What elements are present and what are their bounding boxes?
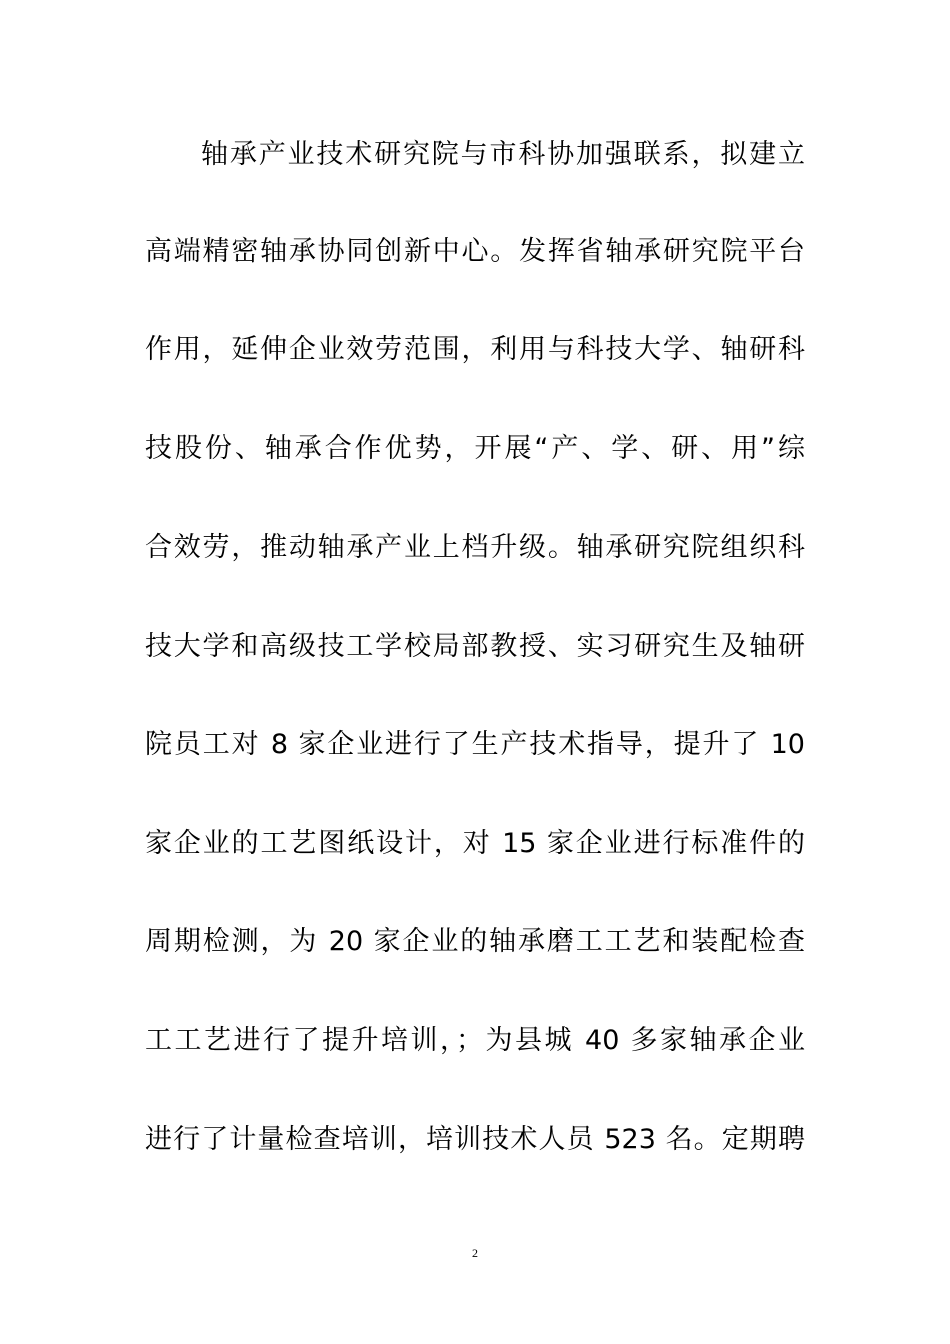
paragraph-line: 技大学和高级技工学校局部教授、实习研究生及轴研 [145,631,805,662]
paragraph-line: 合效劳，推动轴承产业上档升级。轴承研究院组织科 [145,532,805,563]
paragraph-line: 院员工对 8 家企业进行了生产技术指导，提升了 10 [145,729,805,760]
paragraph-line: 进行了计量检查培训，培训技术人员 523 名。定期聘 [145,1124,805,1155]
page-number: 2 [472,1246,478,1260]
paragraph-line: 工工艺进行了提升培训，；为县城 40 多家轴承企业 [145,1025,805,1056]
paragraph-line: 高端精密轴承协同创新中心。发挥省轴承研究院平台 [145,236,805,267]
paragraph-line: 家企业的工艺图纸设计，对 15 家企业进行标准件的 [145,828,805,859]
paragraph-line: 周期检测，为 20 家企业的轴承磨工工艺和装配检查 [145,926,805,957]
paragraph-line: 技股份、轴承合作优势，开展“产、学、研、用”综 [145,433,805,464]
paragraph-line: 作用，延伸企业效劳范围，利用与科技大学、轴研科 [145,334,805,365]
paragraph-line: 轴承产业技术研究院与市科协加强联系，拟建立 [201,139,805,170]
